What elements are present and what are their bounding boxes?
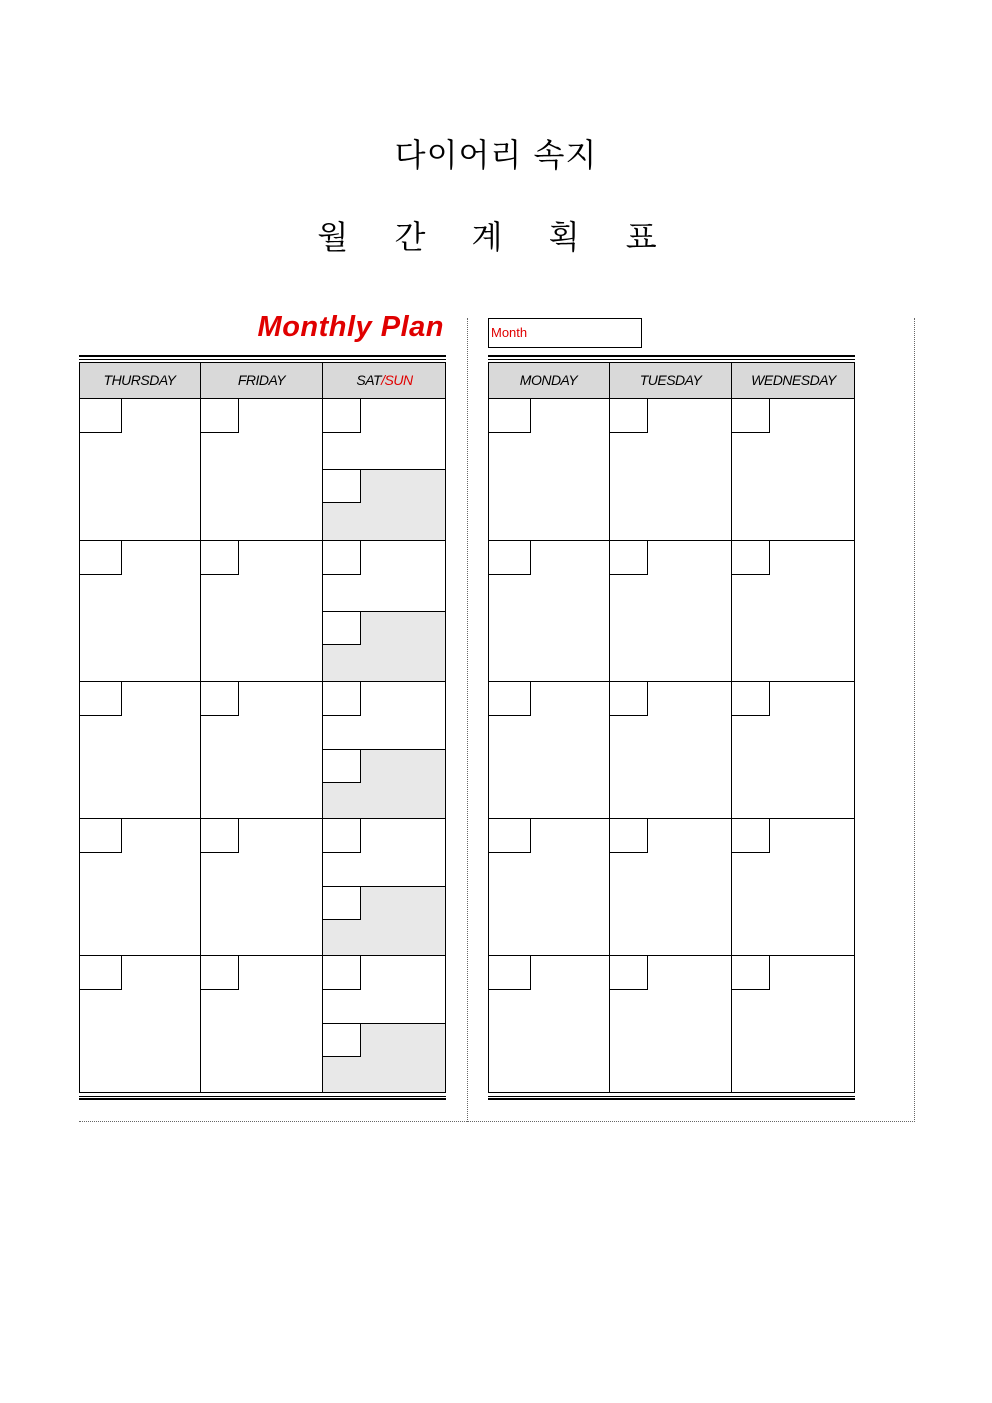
left-cell-friday-week1[interactable]	[201, 399, 323, 541]
right-cell-wednesday-week2[interactable]	[732, 541, 855, 682]
left-cell-sun-week3[interactable]	[323, 750, 446, 819]
date-box[interactable]	[488, 956, 531, 990]
left-cell-sun-week1[interactable]	[323, 470, 446, 541]
date-box[interactable]	[323, 819, 361, 853]
date-box[interactable]	[732, 541, 770, 575]
left-calendar-grid	[79, 362, 446, 1093]
right-header-tuesday: TUESDAY	[610, 362, 732, 399]
fold-line-right	[914, 318, 915, 1122]
date-box[interactable]	[732, 399, 770, 433]
date-box[interactable]	[201, 819, 239, 853]
right-header-monday: MONDAY	[488, 362, 610, 399]
month-field-label: Month	[491, 325, 528, 340]
header-separator: /	[381, 372, 385, 388]
right-cell-monday-week1[interactable]	[488, 399, 610, 541]
left-cell-sat-week4[interactable]	[323, 819, 446, 887]
date-box[interactable]	[201, 956, 239, 990]
left-cell-sun-week5[interactable]	[323, 1024, 446, 1093]
page-subtitle: 월 간 계 획 표	[317, 218, 675, 256]
right-cell-wednesday-week1[interactable]	[732, 399, 855, 541]
right-cell-tuesday-week3[interactable]	[610, 682, 732, 819]
right-cell-wednesday-week3[interactable]	[732, 682, 855, 819]
right-cell-tuesday-week4[interactable]	[610, 819, 732, 956]
left-top-rule-thin	[79, 359, 446, 360]
date-box[interactable]	[323, 612, 361, 645]
left-header-sat-sun	[323, 362, 446, 399]
date-box[interactable]	[323, 887, 361, 920]
right-cell-monday-week5[interactable]	[488, 956, 610, 1093]
right-cell-monday-week2[interactable]	[488, 541, 610, 682]
right-cell-tuesday-week1[interactable]	[610, 399, 732, 541]
right-cell-monday-week3[interactable]	[488, 682, 610, 819]
date-box[interactable]	[732, 819, 770, 853]
right-bottom-rule-thin	[488, 1096, 855, 1097]
date-box[interactable]	[323, 541, 361, 575]
right-bottom-rule-thick	[488, 1098, 855, 1100]
date-box[interactable]	[201, 682, 239, 716]
left-cell-sat-week2[interactable]	[323, 541, 446, 612]
header-sat-label: SAT	[356, 372, 382, 388]
date-box[interactable]	[79, 682, 122, 716]
right-top-rule-thick	[488, 355, 855, 357]
left-cell-thursday-week5[interactable]	[79, 956, 201, 1093]
date-box[interactable]	[323, 956, 361, 990]
right-cell-wednesday-week4[interactable]	[732, 819, 855, 956]
date-box[interactable]	[732, 956, 770, 990]
monthly-plan-heading: Monthly Plan	[257, 311, 444, 343]
right-cell-tuesday-week5[interactable]	[610, 956, 732, 1093]
left-cell-thursday-week1[interactable]	[79, 399, 201, 541]
header-sun-label: SUN	[384, 372, 413, 388]
left-cell-thursday-week4[interactable]	[79, 819, 201, 956]
date-box[interactable]	[732, 682, 770, 716]
date-box[interactable]	[323, 470, 361, 503]
right-cell-tuesday-week2[interactable]	[610, 541, 732, 682]
date-box[interactable]	[79, 399, 122, 433]
date-box[interactable]	[488, 399, 531, 433]
right-header-wednesday: WEDNESDAY	[732, 362, 855, 399]
month-field[interactable]	[488, 318, 642, 348]
left-cell-friday-week5[interactable]	[201, 956, 323, 1093]
fold-line-center	[467, 318, 468, 1122]
fold-line-bottom	[79, 1121, 915, 1122]
left-cell-thursday-week2[interactable]	[79, 541, 201, 682]
left-top-rule-thick	[79, 355, 446, 357]
date-box[interactable]	[79, 956, 122, 990]
page-title: 다이어리 속지	[394, 136, 598, 174]
date-box[interactable]	[79, 541, 122, 575]
left-cell-sun-week4[interactable]	[323, 887, 446, 956]
date-box[interactable]	[610, 399, 648, 433]
date-box[interactable]	[488, 541, 531, 575]
left-bottom-rule-thin	[79, 1096, 446, 1097]
left-cell-friday-week4[interactable]	[201, 819, 323, 956]
left-bottom-rule-thick	[79, 1098, 446, 1100]
date-box[interactable]	[610, 956, 648, 990]
date-box[interactable]	[323, 682, 361, 716]
left-header-thursday: THURSDAY	[79, 362, 201, 399]
date-box[interactable]	[488, 819, 531, 853]
left-cell-sat-week3[interactable]	[323, 682, 446, 750]
left-cell-friday-week3[interactable]	[201, 682, 323, 819]
date-box[interactable]	[323, 1024, 361, 1057]
right-calendar-grid	[488, 362, 855, 1093]
date-box[interactable]	[79, 819, 122, 853]
right-cell-wednesday-week5[interactable]	[732, 956, 855, 1093]
left-cell-sat-week1[interactable]	[323, 399, 446, 470]
left-cell-friday-week2[interactable]	[201, 541, 323, 682]
left-cell-sat-week5[interactable]	[323, 956, 446, 1024]
date-box[interactable]	[323, 750, 361, 783]
left-cell-thursday-week3[interactable]	[79, 682, 201, 819]
date-box[interactable]	[610, 682, 648, 716]
date-box[interactable]	[610, 819, 648, 853]
date-box[interactable]	[323, 399, 361, 433]
date-box[interactable]	[201, 399, 239, 433]
date-box[interactable]	[201, 541, 239, 575]
date-box[interactable]	[488, 682, 531, 716]
left-header-friday: FRIDAY	[201, 362, 323, 399]
left-cell-sun-week2[interactable]	[323, 612, 446, 682]
right-top-rule-thin	[488, 359, 855, 360]
date-box[interactable]	[610, 541, 648, 575]
right-cell-monday-week4[interactable]	[488, 819, 610, 956]
